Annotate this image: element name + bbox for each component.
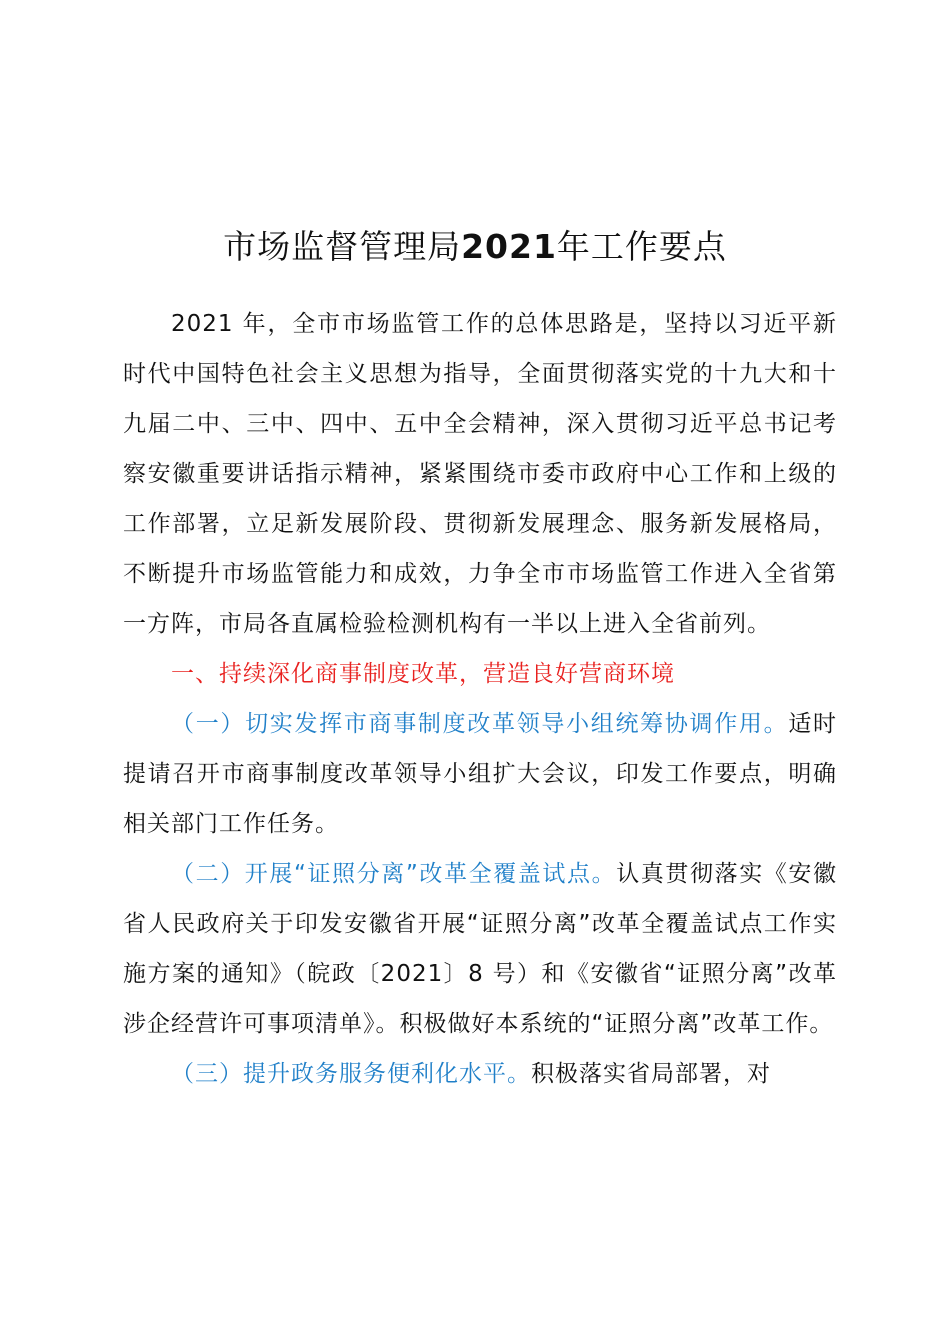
item-paragraph	[123, 849, 837, 1049]
item-label: （三）提升政务服务便利化水平。	[171, 1061, 531, 1087]
item-paragraph	[123, 699, 837, 849]
title-suffix: 年工作要点	[556, 227, 727, 266]
item-text: 认真贯彻落实《安徽省人民政府关于印发安徽省开展“证照分离”改革全覆盖试点工作实施方案的通知》（皖政〔2021〕8 号）和《安徽省“证照分离”改革涉企经营许可事项清单》。积极做好本系统的“证照分离”改革工作。	[123, 861, 837, 1037]
item-label: （二）开展“证照分离”改革全覆盖试点。	[171, 861, 617, 887]
document-body	[123, 299, 837, 1099]
title-year: 2021	[461, 227, 557, 266]
item-text: 积极落实省局部署，对	[531, 1061, 771, 1087]
intro-paragraph: 2021 年，全市市场监管工作的总体思路是，坚持以习近平新时代中国特色社会主义思想为指导，全面贯彻落实党的十九大和十九届二中、三中、四中、五中全会精神，深入贯彻习近平总书记考察安徽重要讲话指示精神，紧紧围绕市委市政府中心工作和上级的工作部署，立足新发展阶段、贯彻新发展理念、服务新发展格局，不断提升市场监管能力和成效，力争全市市场监管工作进入全省第一方阵，市局各直属检验检测机构有一半以上进入全省前列。	[123, 311, 837, 637]
section-heading: 一、持续深化商事制度改革，营造良好营商环境	[171, 661, 675, 687]
item-text: 适时提请召开市商事制度改革领导小组扩大会议，印发工作要点，明确相关部门工作任务。	[123, 711, 838, 837]
document-title	[0, 222, 950, 272]
item-label: （一）切实发挥市商事制度改革领导小组统筹协调作用。	[171, 711, 789, 737]
item-paragraph	[123, 1049, 837, 1099]
title-prefix: 市场监督管理局	[223, 227, 462, 266]
